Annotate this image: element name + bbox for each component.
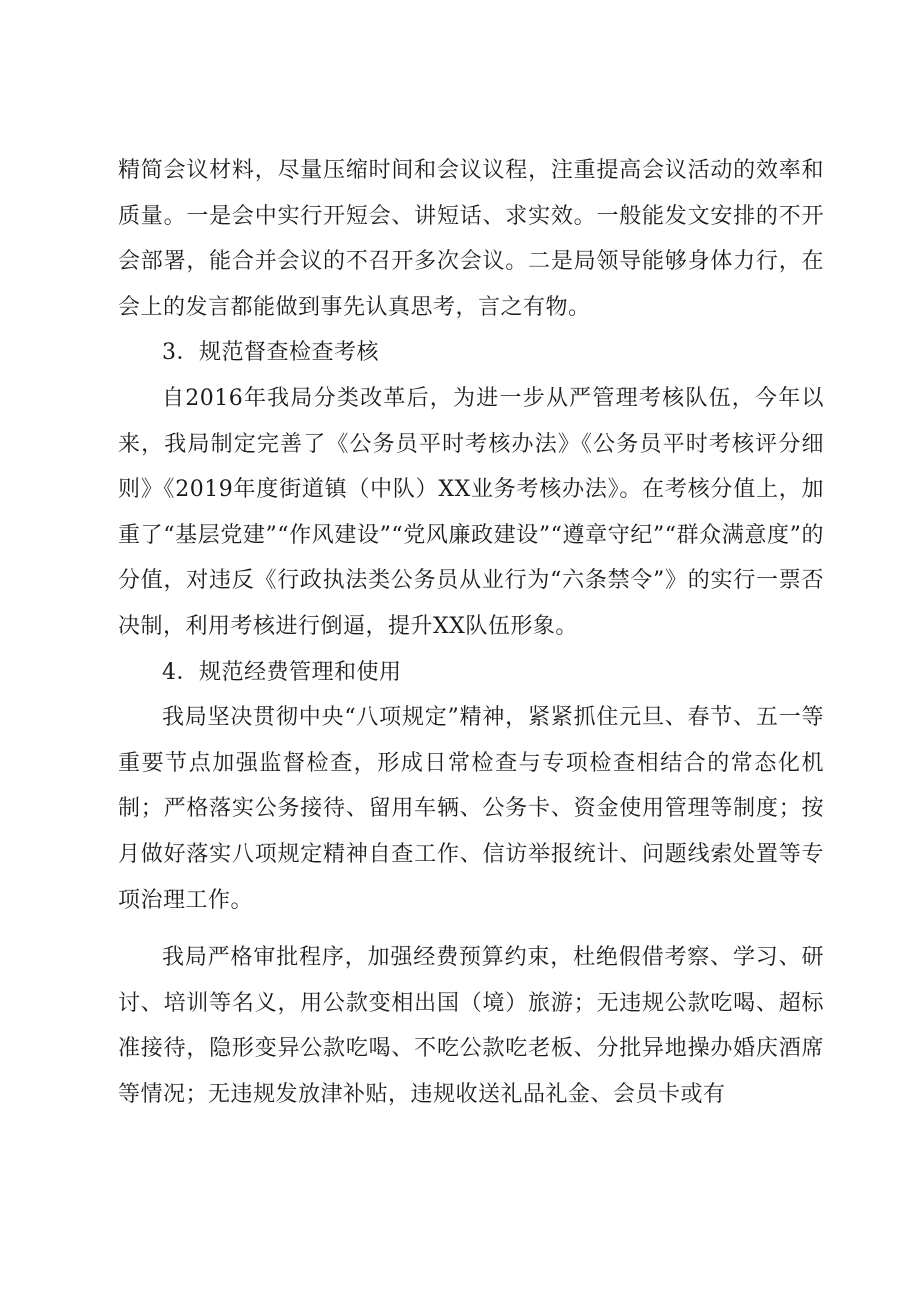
paragraph-meeting-materials: 精简会议材料，尽量压缩时间和会议议程，注重提高会议活动的效率和质量。一是会中实行开短会、讲短话、求实效。一般能发文安排的不开会部署，能合并会议的不召开多次会议。二是局领导能够身体力行，在会上的发言都能做到事先认真思考，言之有物。 bbox=[118, 158, 824, 320]
paragraph-approval-procedure: 我局严格审批程序，加强经费预算约束，杜绝假借考察、学习、研讨、培训等名义，用公款变相出国（境）旅游；无违规公款吃喝、超标准接待，隐形变异公款吃喝、不吃公款吃老板、分批异地操办婚庆酒席等情况；无违规发放津补贴，违规收送礼品礼金、会员卡或有 bbox=[118, 945, 824, 1107]
paragraph-assessment: 自2016年我局分类改革后，为进一步从严管理考核队伍，今年以来，我局制定完善了《公务员平时考核办法》《公务员平时考核评分细则》《2019年度街道镇（中队）XX业务考核办法》。在考核分值上，加重了“基层党建”“作风建设”“党风廉政建设”“遵章守纪”“群众满意度”的分值，对违反《行政执法类公务员从业行为“六条禁令”》的实行一票否决制，利用考核进行倒逼，提升XX队伍形象。 bbox=[118, 385, 824, 639]
heading-supervision-inspection: 3．规范督查检查考核 bbox=[162, 340, 379, 366]
heading-fund-management: 4．规范经费管理和使用 bbox=[162, 659, 402, 685]
paragraph-eight-regulations: 我局坚决贯彻中央“八项规定”精神，紧紧抓住元旦、春节、五一等重要节点加强监督检查，形成日常检查与专项检查相结合的常态化机制；严格落实公务接待、留用车辆、公务卡、资金使用管理等制度；按月做好落实八项规定精神自查工作、信访举报统计、问题线索处置等专项治理工作。 bbox=[118, 705, 824, 913]
document-body bbox=[118, 148, 824, 1117]
